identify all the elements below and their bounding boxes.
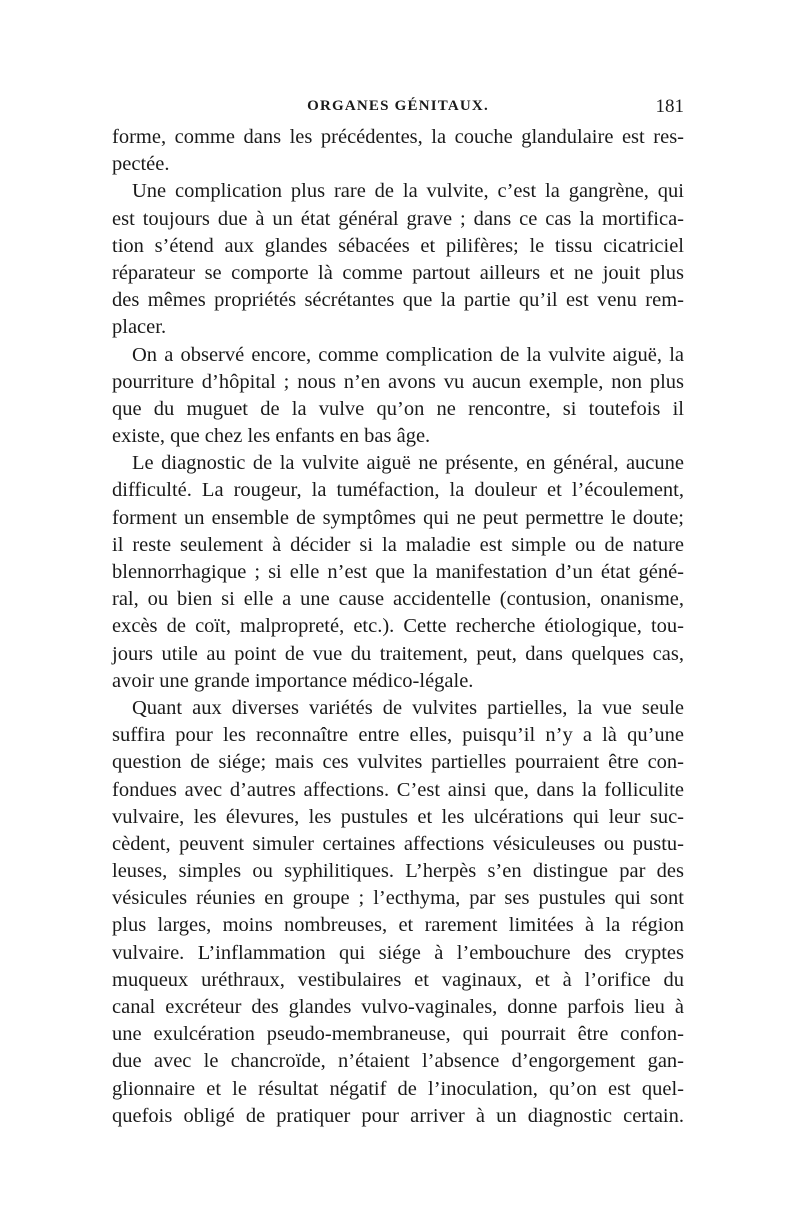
- text-line: que du muguet de la vulve qu’on ne rencontre, si toutefois il: [112, 397, 684, 420]
- text-line: existe, que chez les enfants en bas âge.: [112, 425, 431, 448]
- text-line: muqueux uréthraux, vestibulaires et vaginaux, et à l’orifice du: [112, 968, 684, 991]
- text-line: une exulcération pseudo-membraneuse, qui pourrait être confon-: [112, 1023, 684, 1046]
- text-line: pectée.: [112, 153, 170, 176]
- text-line: forme, comme dans les précédentes, la couche glandulaire est res-: [112, 126, 684, 148]
- text-line: plus larges, moins nombreuses, et rarement limitées à la région: [112, 914, 684, 937]
- body-text: [112, 124, 684, 1130]
- running-head-title: ORGANES GÉNITAUX.: [307, 98, 489, 114]
- running-head: [112, 98, 684, 120]
- text-line: canal excréteur des glandes vulvo-vaginales, donne parfois lieu à: [112, 996, 684, 1018]
- text-line: vulvaire, les élevures, les pustules et les ulcérations qui leur suc-: [112, 805, 684, 828]
- text-line: question de siége; mais ces vulvites partielles pourraient être con-: [112, 751, 684, 774]
- text-line: jours utile au point de vue du traitement, peut, dans quelques cas,: [112, 642, 684, 665]
- text-line: blennorrhagique ; si elle n’est que la manifestation d’un état géné-: [112, 561, 684, 583]
- text-line: il reste seulement à décider si la maladie est simple ou de nature: [112, 533, 684, 556]
- text-line: vulvaire. L’inflammation qui siége à l’embouchure des cryptes: [112, 941, 684, 964]
- text-line: On a observé encore, comme complication de la vulvite aiguë, la: [132, 343, 684, 366]
- text-line: des mêmes propriétés sécrétantes que la partie qu’il est venu rem-: [112, 289, 684, 312]
- text-line: leuses, simples ou syphilitiques. L’herpès s’en distingue par des: [112, 860, 684, 883]
- text-line: due avec le chancroïde, n’étaient l’absence d’engorgement gan-: [112, 1050, 684, 1073]
- text-line: tion s’étend aux glandes sébacées et pilifères; le tissu cicatriciel: [112, 234, 684, 257]
- text-line: avoir une grande importance médico-légale.: [112, 669, 474, 692]
- text-line: quefois obligé de pratiquer pour arriver à un diagnostic certain.: [112, 1104, 684, 1127]
- text-line: est toujours due à un état général grave ; dans ce cas la mortifica-: [112, 207, 684, 230]
- text-line: pourriture d’hôpital ; nous n’en avons vu aucun exemple, non plus: [112, 370, 684, 393]
- text-line: placer.: [112, 316, 167, 339]
- page-number: 181: [655, 96, 684, 117]
- text-line: vésicules réunies en groupe ; l’ecthyma, par ses pustules qui sont: [112, 887, 684, 910]
- text-line: Quant aux diverses variétés de vulvites partielles, la vue seule: [132, 696, 684, 719]
- text-line: réparateur se comporte là comme partout ailleurs et ne jouit plus: [112, 261, 684, 284]
- text-line: excès de coït, malpropreté, etc.). Cette recherche étiologique, tou-: [112, 615, 684, 638]
- text-line: forment un ensemble de symptômes qui ne peut permettre le doute;: [112, 506, 684, 529]
- text-line: difficulté. La rougeur, la tuméfaction, la douleur et l’écoulement,: [112, 479, 684, 502]
- text-line: ral, ou bien si elle a une cause accidentelle (contusion, onanisme,: [112, 588, 684, 611]
- text-line: Le diagnostic de la vulvite aiguë ne présente, en général, aucune: [132, 452, 684, 475]
- text-line: suffira pour les reconnaître entre elles, puisqu’il n’y a là qu’une: [112, 724, 684, 747]
- text-line: glionnaire et le résultat négatif de l’inoculation, qu’on est quel-: [112, 1077, 684, 1100]
- text-line: cèdent, peuvent simuler certaines affections vésiculeuses ou pustu-: [112, 832, 684, 855]
- text-line: fondues avec d’autres affections. C’est ainsi que, dans la folliculite: [112, 778, 684, 801]
- text-line: Une complication plus rare de la vulvite, c’est la gangrène, qui: [132, 180, 684, 203]
